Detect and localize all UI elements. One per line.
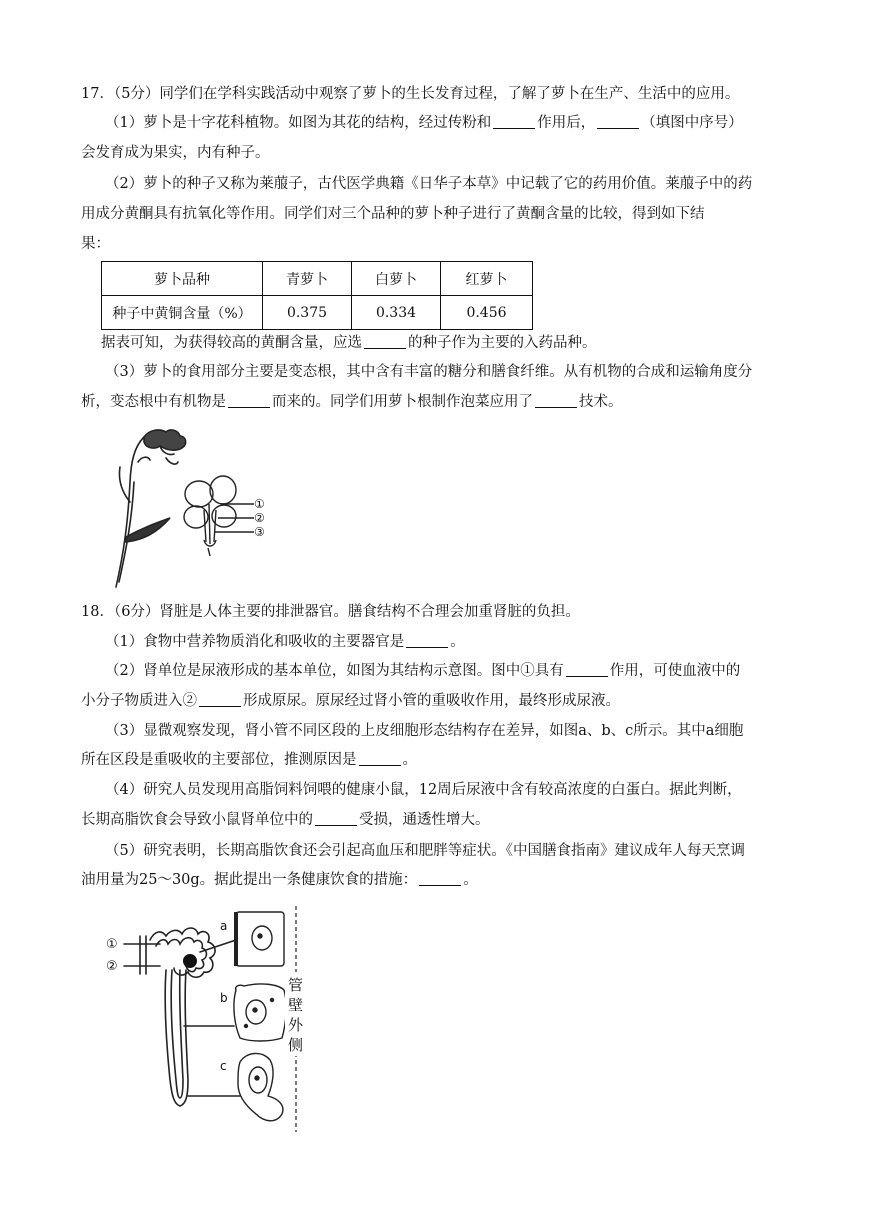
cell-label-c: c bbox=[220, 1059, 227, 1073]
q18-part4-line1: （4）研究人员发现用高脂饲料饲喂的健康小鼠，12周后尿液中含有较高浓度的白蛋白。据此判断， bbox=[105, 782, 742, 798]
answer-blank[interactable] bbox=[359, 764, 401, 766]
q18-part4-line2: 长期高脂饮食会导致小鼠肾单位中的 受损，通透性增大。 bbox=[81, 812, 490, 828]
q17-part3-line1: （3）萝卜的食用部分主要是变态根，其中含有丰富的糖分和膳食纤维。从有机物的合成和运输角度分 bbox=[105, 364, 753, 380]
q17-after-table: 据表可知，为获得较高的黄酮含量，应选 的种子作为主要的入药品种。 bbox=[101, 335, 597, 351]
table-header-cell: 白萝卜 bbox=[352, 262, 441, 296]
figure-label-1: ① bbox=[254, 497, 265, 511]
cell-label-a: a bbox=[220, 919, 228, 933]
flavonoid-table bbox=[101, 261, 533, 330]
figure-label-3: ③ bbox=[254, 525, 265, 539]
q18-part5-line1: （5）研究表明，长期高脂饮食还会引起高血压和肥胖等症状。《中国膳食指南》建议成年人每天烹调 bbox=[105, 843, 745, 859]
table-header-row bbox=[102, 262, 533, 296]
answer-blank[interactable] bbox=[406, 646, 448, 648]
answer-blank[interactable] bbox=[315, 824, 357, 826]
wall-side-char: 壁 bbox=[288, 996, 304, 1014]
answer-blank[interactable] bbox=[199, 705, 241, 707]
table-header-cell: 红萝卜 bbox=[441, 262, 533, 296]
nephron-label-2: ② bbox=[106, 959, 118, 974]
table-header-cell: 青萝卜 bbox=[263, 262, 352, 296]
nephron-label-1: ① bbox=[106, 937, 118, 952]
table-header-cell: 萝卜品种 bbox=[102, 262, 263, 296]
answer-blank[interactable] bbox=[228, 406, 270, 408]
table-cell: 0.334 bbox=[352, 296, 441, 330]
q18-part1: （1）食物中营养物质消化和吸收的主要器官是 。 bbox=[105, 634, 465, 650]
q17-part1-line1: （1）萝卜是十字花科植物。如图为其花的结构，经过传粉和 作用后， （填图中序号） bbox=[105, 115, 743, 131]
wall-side-char: 外 bbox=[288, 1016, 304, 1034]
answer-blank[interactable] bbox=[493, 127, 535, 129]
radish-flower-figure bbox=[104, 422, 284, 592]
q18-part3-line2: 所在区段是重吸收的主要部位，推测原因是 。 bbox=[81, 752, 417, 768]
q17-part3-line2: 析，变态根中有机物是 而来的。同学们用萝卜根制作泡菜应用了 技术。 bbox=[81, 394, 623, 410]
table-cell: 种子中黄铜含量（%） bbox=[102, 296, 263, 330]
figure-label-2: ② bbox=[254, 511, 265, 525]
table-cell: 0.456 bbox=[441, 296, 533, 330]
q18-part3-line1: （3）显微观察发现，肾小管不同区段的上皮细胞形态结构存在差异，如图a、b、c所示。其中a细胞 bbox=[105, 723, 744, 739]
q17-part2-line2: 用成分黄酮具有抗氧化等作用。同学们对三个品种的萝卜种子进行了黄酮含量的比较，得到如下结 bbox=[81, 206, 705, 222]
wall-side-char: 侧 bbox=[288, 1036, 304, 1054]
table-row bbox=[102, 296, 533, 330]
nephron-figure bbox=[100, 900, 310, 1140]
wall-side-char: 管 bbox=[288, 976, 304, 994]
table-cell: 0.375 bbox=[263, 296, 352, 330]
answer-blank[interactable] bbox=[566, 675, 608, 677]
q17-title: 17．（5分）同学们在学科实践活动中观察了萝卜的生长发育过程，了解了萝卜在生产、生活中的应用。 bbox=[81, 86, 740, 102]
answer-blank[interactable] bbox=[597, 127, 639, 129]
q17-part2-line3: 果： bbox=[81, 236, 110, 252]
q17-part2-line1: （2）萝卜的种子又称为莱菔子，古代医学典籍《日华子本草》中记载了它的药用价值。莱菔子中的药 bbox=[105, 176, 753, 192]
answer-blank[interactable] bbox=[535, 406, 577, 408]
answer-blank[interactable] bbox=[419, 884, 461, 886]
answer-blank[interactable] bbox=[364, 347, 406, 349]
q17-part1-line2: 会发育成为果实，内有种子。 bbox=[81, 145, 270, 161]
q18-part5-line2: 油用量为25～30g。据此提出一条健康饮食的措施： 。 bbox=[81, 872, 478, 888]
q18-title: 18．（6分）肾脏是人体主要的排泄器官。膳食结构不合理会加重肾脏的负担。 bbox=[81, 604, 580, 620]
q18-part2-line1: （2）肾单位是尿液形成的基本单位，如图为其结构示意图。图中①具有 作用，可使血液中的 bbox=[105, 663, 741, 679]
q18-part2-line2: 小分子物质进入② 形成原尿。原尿经过肾小管的重吸收作用，最终形成尿液。 bbox=[81, 693, 620, 709]
cell-label-b: b bbox=[220, 991, 228, 1005]
